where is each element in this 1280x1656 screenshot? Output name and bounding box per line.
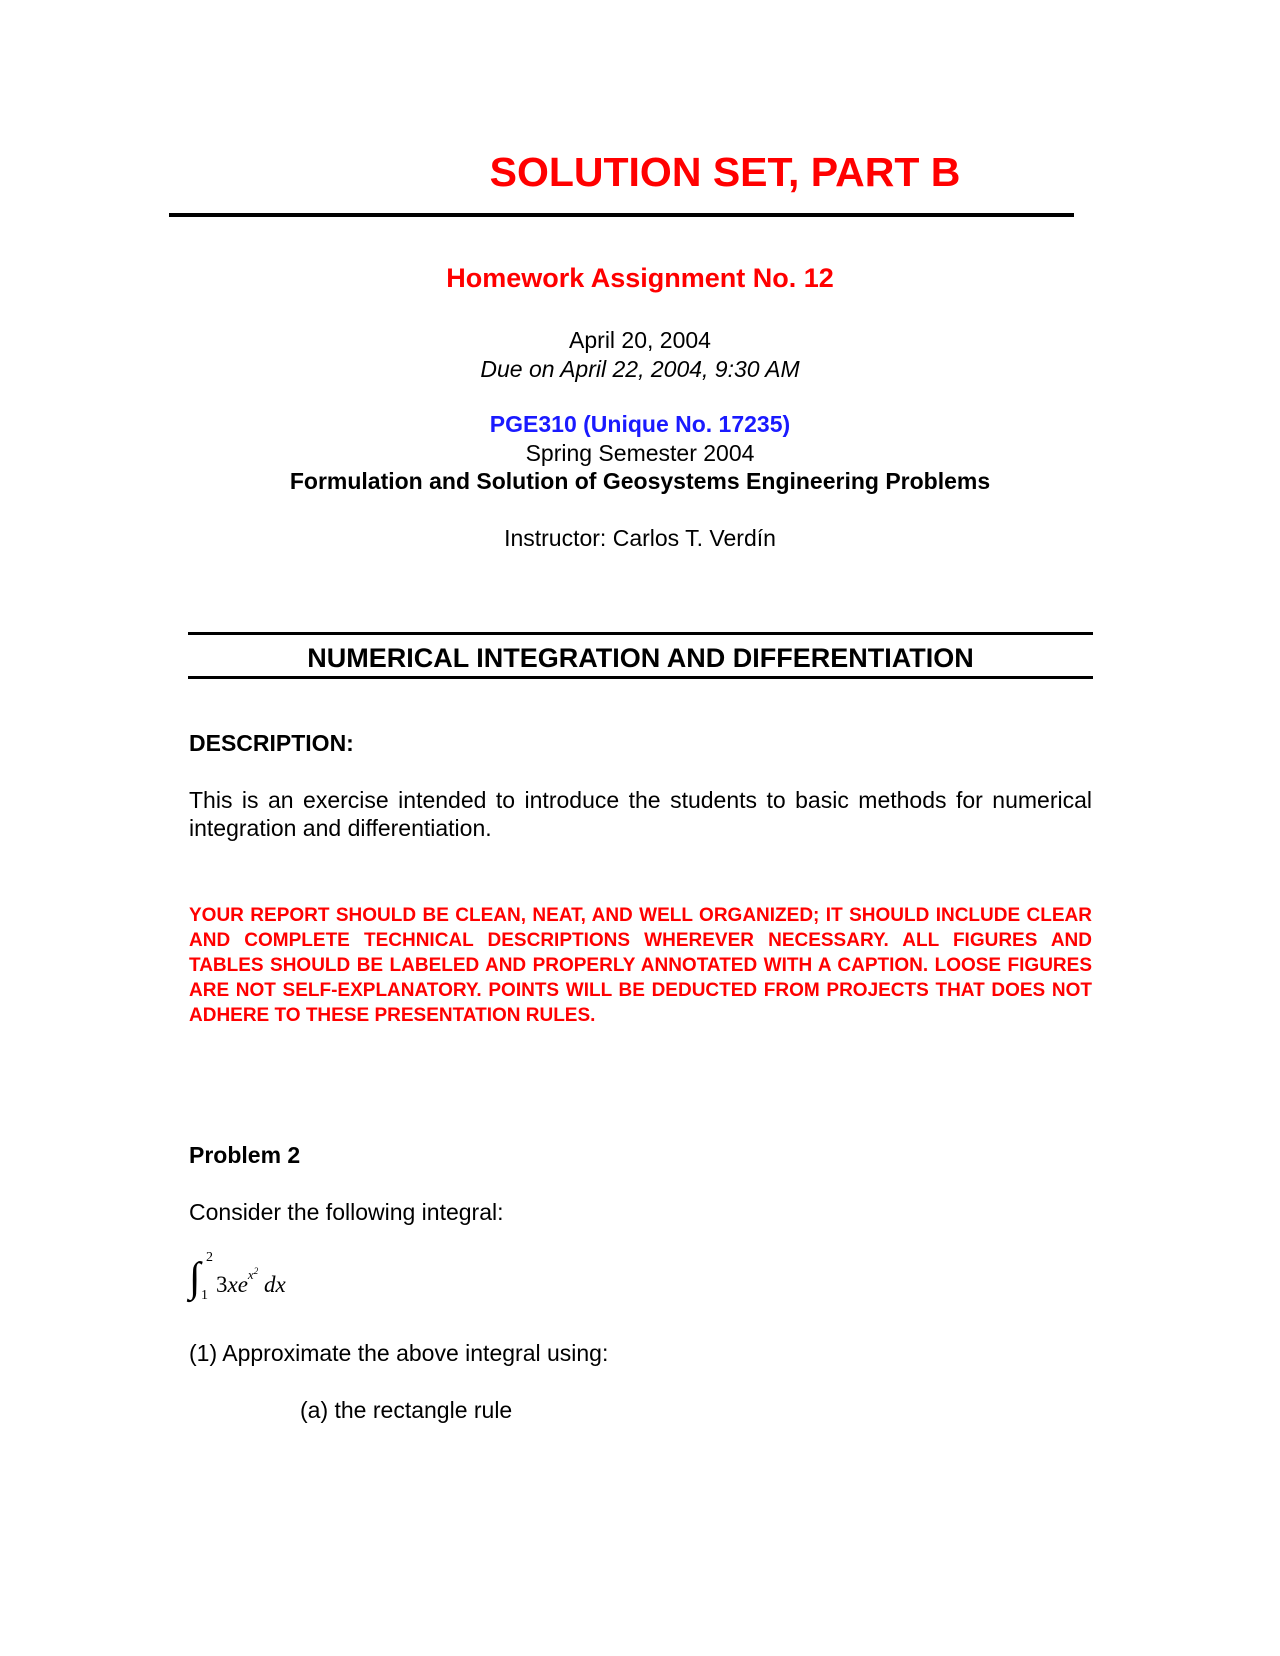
section-title: NUMERICAL INTEGRATION AND DIFFERENTIATION	[307, 643, 974, 673]
integrand-exponent	[248, 1267, 258, 1282]
course-code: PGE310 (Unique No. 17235)	[489, 411, 791, 437]
problem-heading: Problem 2	[189, 1142, 301, 1168]
subtask-rectangle-rule: (a) the rectangle rule	[300, 1397, 513, 1423]
course-name: Formulation and Solution of Geosystems Engineering Problems	[289, 468, 991, 494]
exponent-base: x	[247, 1267, 254, 1282]
problem-intro: Consider the following integral:	[189, 1199, 504, 1225]
document-title: SOLUTION SET, PART B	[489, 149, 961, 195]
due-date: Due on April 22, 2004, 9:30 AM	[480, 356, 800, 382]
integral-lower-limit: 1	[201, 1288, 208, 1303]
section-divider-bottom	[188, 676, 1093, 679]
description-heading: DESCRIPTION:	[189, 730, 354, 756]
instructor: Instructor: Carlos T. Verdín	[504, 525, 776, 551]
title-divider	[169, 213, 1074, 217]
task-approximate: (1) Approximate the above integral using:	[189, 1340, 609, 1366]
presentation-warning: YOUR REPORT SHOULD BE CLEAN, NEAT, AND WELL ORGANIZED; IT SHOULD INCLUDE CLEAR AND COMPLETE TECHNICAL DESCRIPTIONS WHEREVER NECESSARY. ALL FIGURES AND TABLES SHOULD BE LABELED AND PROPERLY ANNOTATED WITH A CAPTION. LOOSE FIGURES ARE NOT SELF-EXPLANATORY. POINTS WILL BE DEDUCTED FROM PROJECTS THAT DOES NOT ADHERE TO THESE PRESENTATION RULES.	[189, 905, 1092, 1026]
integral-sign: ∫	[189, 1255, 201, 1301]
integral-upper-limit: 2	[206, 1250, 213, 1265]
integrand	[216, 1266, 286, 1298]
assignment-title: Homework Assignment No. 12	[446, 263, 834, 293]
description-body: This is an exercise intended to introduce the students to basic methods for numerical integration and differentiation.	[189, 787, 1092, 841]
issue-date: April 20, 2004	[569, 327, 711, 353]
section-divider-top	[188, 632, 1093, 635]
integrand-coefficient: 3	[216, 1272, 228, 1297]
integrand-base: xe	[227, 1272, 248, 1297]
integral-differential: dx	[263, 1272, 286, 1297]
semester: Spring Semester 2004	[525, 440, 755, 466]
exponent-power: 2	[253, 1266, 259, 1276]
integral-expression	[189, 1252, 329, 1304]
